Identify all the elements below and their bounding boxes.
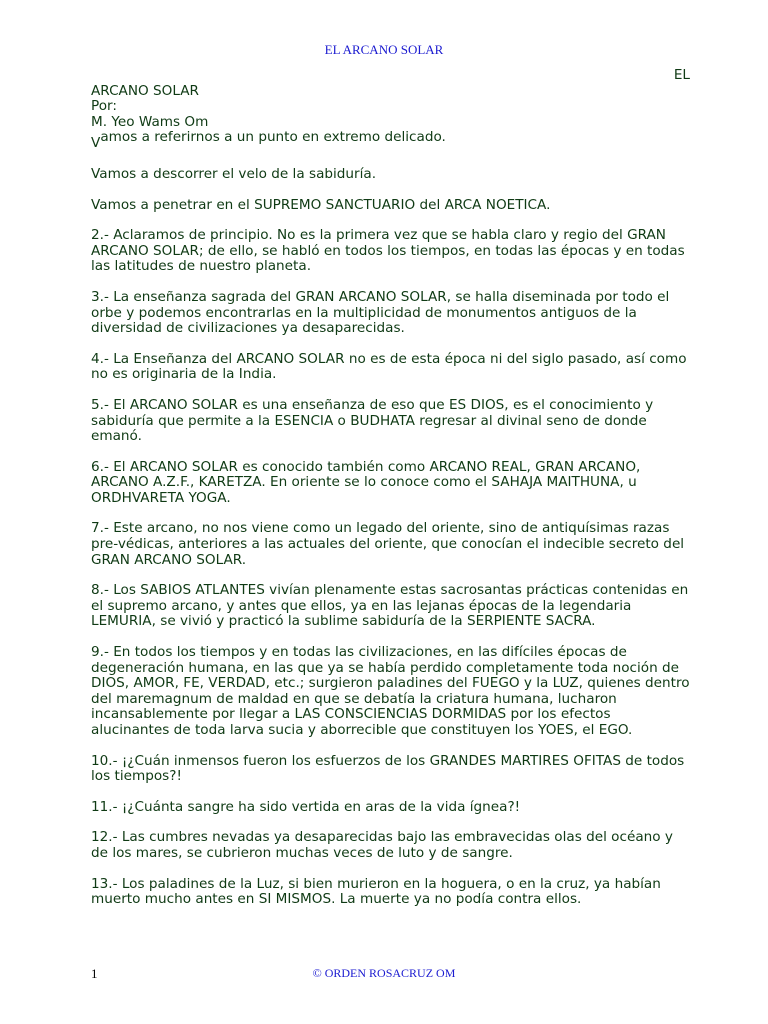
paragraph: 3.- La enseñanza sagrada del GRAN ARCANO SOLAR, se halla diseminada por todo el orbe y podemos encontrarlas en la multiplicidad de monumentos antiguos de la diversidad de civilizaciones ya desaparecidas. xyxy=(91,288,670,337)
opening-sentence-rest: amos a referirnos a un punto en extremo delicado. xyxy=(100,129,446,146)
drop-cap-letter: V xyxy=(91,135,101,152)
paragraph: 2.- Aclaramos de principio. No es la primera vez que se habla claro y regio del GRAN ARCANO SOLAR; de ello, se habló en todos los tiempos, en todas las épocas y en todas las latitudes de nuestro planeta. xyxy=(91,227,685,275)
document-header: EL ARCANO SOLAR xyxy=(324,42,444,57)
page-number: 1 xyxy=(91,966,98,981)
paragraph: 9.- En todos los tiempos y en todas las civilizaciones, en las difíciles épocas de degeneración humana, en las que ya se había perdido completamente toda noción de DIOS, AMOR, FE, VERDAD, etc.; surgieron paladines del FUEGO y la LUZ, quienes dentro del maremagnum de maldad en que se debatía la criatura humana, lucharon incansablemente por llegar a LAS CONSCIENCIAS DORMIDAS por los efectos alucinantes de toda larva sucia y aborrecible que constituyen los YOES, el EGO. xyxy=(91,644,690,738)
document-body xyxy=(91,68,693,908)
paragraph: 7.- Este arcano, no nos viene como un legado del oriente, sino de antiquísimas razas pre-védicas, anteriores a las actuales del oriente, que conocían el indecible secreto del GRAN ARCANO SOLAR. xyxy=(91,520,685,568)
paragraph: 10.- ¡¿Cuán inmensos fueron los esfuerzos de los GRANDES MARTIRES OFITAS de todos los tiempos?! xyxy=(91,752,685,785)
paragraph: 6.- El ARCANO SOLAR es conocido también como ARCANO REAL, GRAN ARCANO, ARCANO A.Z.F., KARETZA. En oriente se lo conoce como el SAHAJA MAITHUNA, u ORDHVARETA YOGA. xyxy=(91,458,641,506)
title-arcano-solar: ARCANO SOLAR xyxy=(91,82,200,99)
paragraph: Vamos a penetrar en el SUPREMO SANCTUARIO del ARCA NOETICA. xyxy=(91,196,551,213)
footer-copyright: © ORDEN ROSACRUZ OM xyxy=(312,966,456,980)
paragraph: 4.- La Enseñanza del ARCANO SOLAR no es de esta época ni del siglo pasado, así como no es originaria de la India. xyxy=(91,350,687,383)
author-name: M. Yeo Wams Om xyxy=(91,113,209,130)
paragraph: 12.- Las cumbres nevadas ya desaparecidas bajo las embravecidas olas del océano y de los mares, se cubrieron muchas veces de luto y de sangre. xyxy=(91,829,673,861)
title-el: EL xyxy=(673,67,690,83)
paragraph: 13.- Los paladines de la Luz, si bien murieron en la hoguera, o en la cruz, ya habían muerto mucho antes en SI MISMOS. La muerte ya no podía contra ellos. xyxy=(91,875,661,908)
paragraph: 8.- Los SABIOS ATLANTES vivían plenamente estas sacrosantas prácticas contenidas en el supremo arcano, y antes que ellos, ya en las lejanas épocas de la legendaria LEMURIA, se vivió y practicó la sublime sabiduría de la SERPIENTE SACRA. xyxy=(91,582,689,630)
paragraph: 11.- ¡¿Cuánta sangre ha sido vertida en aras de la vida ígnea?! xyxy=(91,798,521,815)
opening-sentence xyxy=(91,129,693,152)
byline-label: Por: xyxy=(91,98,117,115)
paragraph: 5.- El ARCANO SOLAR es una enseñanza de eso que ES DIOS, es el conocimiento y sabiduría que permite a la ESENCIA o BUDHATA regresar al divinal seno de donde emanó. xyxy=(91,396,654,445)
paragraph: Vamos a descorrer el velo de la sabiduría. xyxy=(91,165,377,182)
